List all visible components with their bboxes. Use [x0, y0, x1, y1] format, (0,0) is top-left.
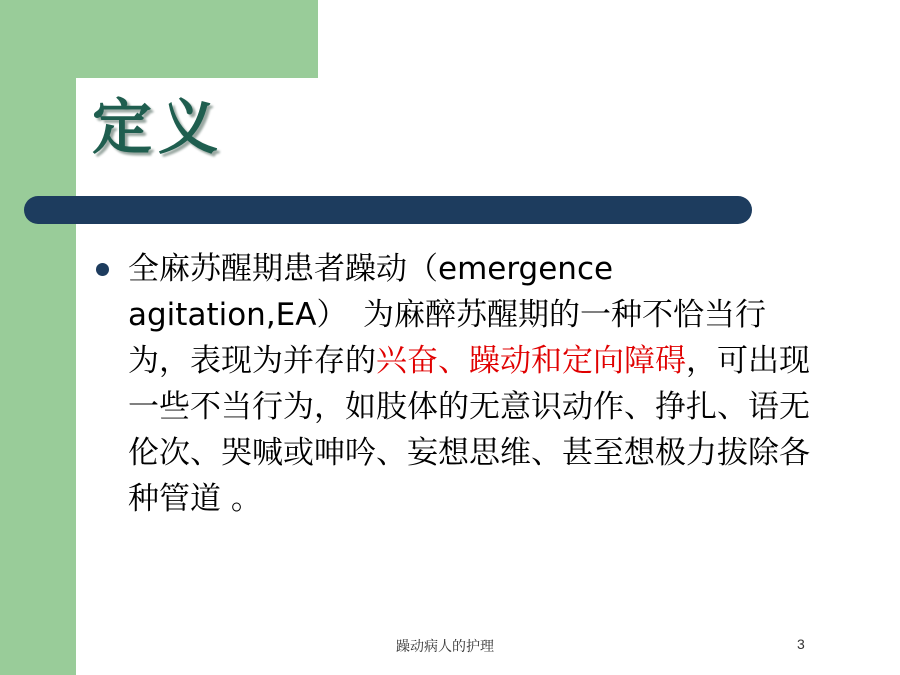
page-number: 3: [797, 636, 805, 652]
title-underline-bar: [24, 196, 752, 224]
bullet-highlight-disorientation: 和定向障碍: [531, 343, 686, 379]
slide-body: [88, 246, 818, 522]
slide-title: 定义: [92, 93, 224, 163]
footer-title: 躁动病人的护理: [396, 639, 494, 655]
bullet-text-part3: ，可出现一些不当行为，如肢体的无意识动作、挣扎、语无伦次、哭喊或呻吟、妄想思维、甚至想极力拔除各种管道 。: [128, 343, 810, 517]
bullet-item: [88, 246, 818, 522]
left-green-rail: [0, 0, 76, 675]
bullet-text-part1: 全麻苏醒期患者躁动（emergence agitation,EA） 为麻醉苏醒期的一种不恰当行为，表现为并存的: [128, 251, 766, 379]
bullet-dot-icon: [96, 263, 109, 276]
bullet-highlight-excitement: 兴奋、躁动: [376, 343, 531, 379]
top-green-band: [0, 0, 318, 78]
